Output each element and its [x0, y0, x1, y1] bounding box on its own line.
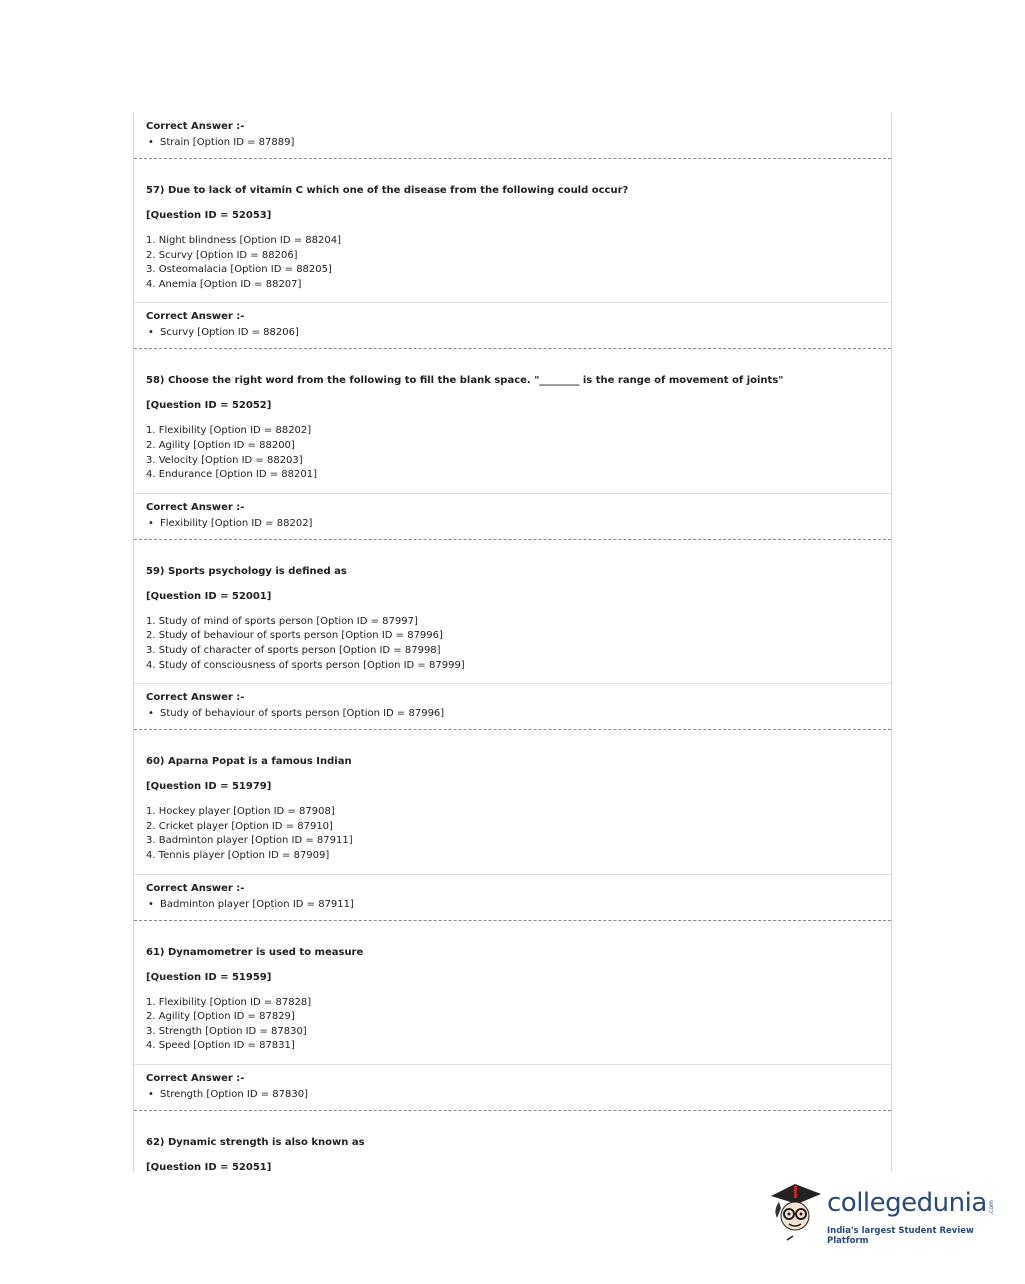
question-block: [134, 1111, 891, 1171]
option-item: 2. Agility [Option ID = 87829]: [146, 1011, 295, 1023]
option-item: 4. Study of consciousness of sports person [Option ID = 87999]: [146, 659, 465, 671]
option-list: [146, 234, 879, 292]
answer-item: [146, 897, 879, 913]
answer-title: Correct Answer :-: [146, 501, 245, 513]
answer-text: Badminton player [Option ID = 87911]: [160, 898, 354, 910]
answer-block: [134, 303, 891, 348]
option-item: 4. Endurance [Option ID = 88201]: [146, 469, 318, 481]
question-title: 61) Dynamometrer is used to measure: [146, 946, 364, 958]
option-list: [146, 805, 879, 863]
mascot-icon: [767, 1178, 825, 1244]
brand-logo: [767, 1178, 997, 1244]
bullet-icon: •: [148, 137, 154, 148]
question-title: 58) Choose the right word from the following to fill the blank space. "________ is the range of movement of joints": [146, 375, 784, 387]
answer-text: Study of behaviour of sports person [Option ID = 87996]: [160, 708, 445, 720]
question-id: [Question ID = 52001]: [146, 590, 272, 602]
option-list: [146, 996, 879, 1054]
answer-title: Correct Answer :-: [146, 311, 245, 323]
option-item: 4. Anemia [Option ID = 88207]: [146, 278, 302, 290]
answer-title: Correct Answer :-: [146, 692, 245, 704]
option-list: [146, 424, 879, 482]
question-id: [Question ID = 51959]: [146, 971, 272, 983]
option-item: 1. Study of mind of sports person [Option ID = 87997]: [146, 615, 418, 627]
bullet-icon: •: [148, 898, 154, 910]
option-item: 1. Flexibility [Option ID = 88202]: [146, 425, 312, 437]
question-title: 60) Aparna Popat is a famous Indian: [146, 756, 352, 768]
option-item: 2. Cricket player [Option ID = 87910]: [146, 820, 333, 832]
answer-text: Strain [Option ID = 87889]: [160, 137, 295, 148]
question-id: [Question ID = 51979]: [146, 781, 272, 793]
option-item: 3. Badminton player [Option ID = 87911]: [146, 835, 353, 847]
option-item: 2. Scurvy [Option ID = 88206]: [146, 249, 298, 261]
question-block: [134, 921, 891, 1064]
answer-text: Flexibility [Option ID = 88202]: [160, 517, 313, 529]
option-item: 3. Study of character of sports person [Option ID = 87998]: [146, 644, 441, 656]
answer-block: [134, 494, 891, 539]
answer-item: [146, 135, 879, 151]
option-item: 1. Night blindness [Option ID = 88204]: [146, 235, 341, 246]
logo-name: collegedunia: [827, 1188, 987, 1218]
question-id: [Question ID = 52053]: [146, 210, 272, 221]
option-item: 1. Hockey player [Option ID = 87908]: [146, 806, 335, 818]
question-id: [Question ID = 52052]: [146, 400, 272, 412]
question-id: [Question ID = 52051]: [146, 1161, 272, 1171]
answer-item: [146, 516, 879, 532]
answer-block: [134, 875, 891, 920]
option-item: 2. Study of behaviour of sports person [Option ID = 87996]: [146, 630, 443, 642]
question-title: 59) Sports psychology is defined as: [146, 565, 347, 577]
answer-item: [146, 1087, 879, 1103]
bullet-icon: •: [148, 517, 154, 529]
question-block: [134, 540, 891, 683]
option-item: 1. Flexibility [Option ID = 87828]: [146, 996, 312, 1008]
question-block: [134, 159, 891, 302]
option-item: 4. Tennis player [Option ID = 87909]: [146, 849, 330, 861]
logo-tagline: India's largest Student Review Platform: [827, 1226, 974, 1246]
answer-block: [134, 684, 891, 729]
question-block: [134, 349, 891, 492]
answer-title: Correct Answer :-: [146, 1072, 245, 1084]
logo-suffix: .com: [987, 1200, 995, 1215]
option-item: 4. Speed [Option ID = 87831]: [146, 1040, 295, 1052]
option-item: 3. Osteomalacia [Option ID = 88205]: [146, 264, 332, 276]
answer-item: [146, 325, 879, 341]
option-item: 3. Strength [Option ID = 87830]: [146, 1025, 307, 1037]
answer-text: Scurvy [Option ID = 88206]: [160, 327, 299, 339]
bullet-icon: •: [148, 327, 154, 339]
option-item: 3. Velocity [Option ID = 88203]: [146, 454, 303, 466]
question-title: 57) Due to lack of vitamin C which one of the disease from the following could occur?: [146, 185, 629, 196]
bullet-icon: •: [148, 708, 154, 720]
answer-title: Correct Answer :-: [146, 121, 245, 132]
question-block: [134, 730, 891, 873]
answer-title: Correct Answer :-: [146, 882, 245, 894]
answer-block: [134, 113, 891, 158]
option-item: 2. Agility [Option ID = 88200]: [146, 439, 295, 451]
question-title: 62) Dynamic strength is also known as: [146, 1136, 365, 1148]
option-list: [146, 615, 879, 673]
answer-block: [134, 1065, 891, 1110]
question-sheet: [133, 113, 892, 1171]
bullet-icon: •: [148, 1088, 154, 1100]
answer-item: [146, 706, 879, 722]
answer-text: Strength [Option ID = 87830]: [160, 1088, 308, 1100]
